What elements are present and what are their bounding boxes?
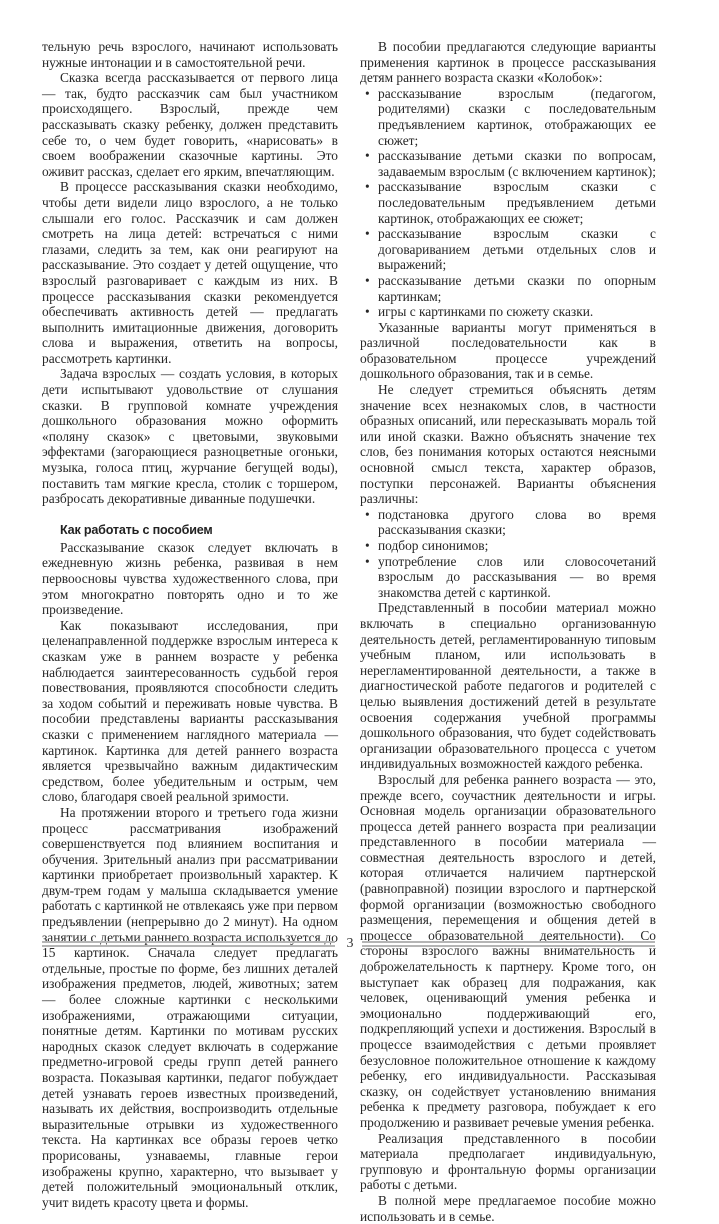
paragraph: Как показывают исследования, при целенаправленной поддержке взрослым интереса к сказкам уже в раннем возрасте у ребенка наблюдается заинтересованность судьбой героя повествования, проявляются способности следить за ходом событий и переживать новые чувства. В пособии представлены варианты рассказывания сказки с применением наглядного материала — картинок. Картинка для детей раннего возраста является чрезвычайно важным дидактическим средством, более убедительным и острым, чем слово, благодаря своей реальной зримости. <box>42 617 338 805</box>
paragraph: На протяжении второго и третьего года жизни процесс рассматривания изображений совершенствуется под влиянием воспитания и обучения. Зрительный анализ при рассматривании картинки приобретает произвольный характер. К двум-трем годам у малыша складывается умение работать с картинкой не отвлекаясь уже при первом предъявлении (непрерывно до 2 минут). На одном занятии с детьми раннего возраста используется до 15 картинок. Сначала следует предлагать отдельные, простые по форме, без лишних деталей изображения предметов, людей, животных; затем — более сложные картинки с несколькими изображениями, отражающими ситуации, понятные детям. Картинки по мотивам русских народных сказок следует включать в содержание предметно-игровой среды групп детей раннего возраста. Показывая картинки, педагог побуждает детей узнавать героев известных произведений, называть их действия, воспроизводить отдельные выразительные отрывки из художественного текста. На картинках все образы героев четко прорисованы, узнаваемы, главные герои изображены крупно, характерно, что вызывает у детей положительный эмоциональный отклик, учит видеть красоту цвета и формы. <box>42 804 338 1210</box>
bullet-list-variants <box>360 86 656 320</box>
list-item: • рассказывание детьми сказки по вопросам, задаваемым взрослым (с включением картинок); <box>378 148 656 179</box>
footer-rule-left <box>42 941 335 947</box>
section-heading: Как работать с пособием <box>60 522 213 537</box>
paragraph: Задача взрослых — создать условия, в которых дети испытывают удовольствие от слушания сказки. В групповой комнате учреждения дошкольного образования можно оформить «поляну сказок» с цветовыми, звуковыми эффектами (загорающиеся разноцветные огоньки, музыка, голоса птиц, журчание бегущей воды), поставить там мягкие кресла, столик с торшером, разбросать декоративные диванные подушечки. <box>42 366 338 507</box>
paragraph: Реализация представленного в пособии материала предполагает индивидуальную, групповую и фронтальную формы организации работы с детьми. <box>360 1130 656 1193</box>
footer-rule-right <box>362 941 655 947</box>
paragraph: Взрослый для ребенка раннего возраста — это, прежде всего, соучастник деятельности и игры. Основная модель организации образовательного процесса детей раннего возраста при реализации представленного в пособии материала — совместная деятельность взрослого и детей, которая отличается наличием партнерской (равноправной) позиции взрослого и партнерской формой организации (возможностью свободного размещения, перемещения и общения детей в процессе образовательной деятельности). Со стороны взрослого важны внимательность и доброжелательность к партнеру. Кроме того, он выступает как образец для подражания, как человек, оценивающий умения ребенка и эмоционально поддерживающий его, подкрепляющий успехи и достижения. Взрослый в процессе взаимодействия с детьми проявляет безусловное положительное отношение к каждому ребенку, его индивидуальности. Рассказывая сказку, он содействует установлению внимания ребенка к предмету разговора, побуждает к его продолжению и развивает речевые умения ребенка. <box>360 771 656 1130</box>
paragraph: В пособии предлагаются следующие варианты применения картинок в процессе рассказывания детям раннего возраста сказки «Колобок»: <box>360 39 656 86</box>
bullet-list-explanations <box>360 507 656 601</box>
paragraph: тельную речь взрослого, начинают использовать нужные интонации и в самостоятельной речи. <box>42 39 338 70</box>
paragraph: Представленный в пособии материал можно включать в специально организованную деятельность детей, регламентированную типовым учебным планом, или использовать в нерегламентированной деятельности, а также в диагностической работе педагогов и родителей с целью выявления достижений детей в результате освоения содержания учебной программы дошкольного образования, что будет содействовать организации образовательного процесса с учетом индивидуальных возможностей каждого ребенка. <box>360 600 656 772</box>
list-item: • подбор синонимов; <box>378 538 656 554</box>
paragraph: Не следует стремиться объяснять детям значение всех незнакомых слов, в частности образных описаний, или пересказывать мораль той или иной сказки. Важно объяснять значение тех слов, без понимания которых остаются неясными основной смысл текста, характер образов, поступки персонажей. Варианты объяснения различны: <box>360 382 656 507</box>
list-item: • игры с картинками по сюжету сказки. <box>378 304 656 320</box>
paragraph: Рассказывание сказок следует включать в ежедневную жизнь ребенка, развивая в нем первоосновы чувства художественного слова, при этом многократно повторять одно и то же произведение. <box>42 539 338 618</box>
right-column <box>360 39 656 1224</box>
list-item: • рассказывание взрослым (педагогом, родителями) сказки с последовательным предъявлением картинок, отображающих ее сюжет; <box>378 86 656 148</box>
left-column <box>42 39 338 1210</box>
paragraph: Сказка всегда рассказывается от первого лица — так, будто рассказчик сам был участником происходящего. Взрослый, прежде чем рассказывать сказку ребенку, должен представить себе то, о чем будет говорить, «нарисовать» в своем воображении сказочные картины. Это оживит рассказ, сделает его ярким, впечатляющим. <box>42 70 338 179</box>
page-number: 3 <box>346 936 354 951</box>
list-item: • рассказывание детьми сказки по опорным картинкам; <box>378 273 656 304</box>
list-item: • рассказывание взрослым сказки с последовательным предъявлением детьми картинок, отображающих ее сюжет; <box>378 179 656 226</box>
list-item: • подстановка другого слова во время рассказывания сказки; <box>378 507 656 538</box>
paragraph: Указанные варианты могут применяться в различной последовательности как в образовательном процессе учреждений дошкольного образования, так и в семье. <box>360 319 656 382</box>
list-item: • употребление слов или словосочетаний взрослым до рассказывания — во время знакомства детей с картинкой. <box>378 554 656 601</box>
paragraph: В полной мере предлагаемое пособие можно использовать и в семье. <box>360 1192 656 1224</box>
paragraph: В процессе рассказывания сказки необходимо, чтобы дети видели лицо взрослого, а не только слышали его голос. Рассказчик и сам должен смотреть на лица детей: встречаться с ними глазами, следить за тем, как они реагируют на рассказывание. Это создает у детей ощущение, что взрослый разговаривает с каждым из них. В процессе рассказывания сказки рекомендуется обеспечивать активность детей — предлагать выполнить имитационные движения, договорить слова и выражения, ответить на вопросы, рассмотреть картинки. <box>42 179 338 366</box>
list-item: • рассказывание взрослым сказки с договариванием детьми отдельных слов и выражений; <box>378 226 656 273</box>
